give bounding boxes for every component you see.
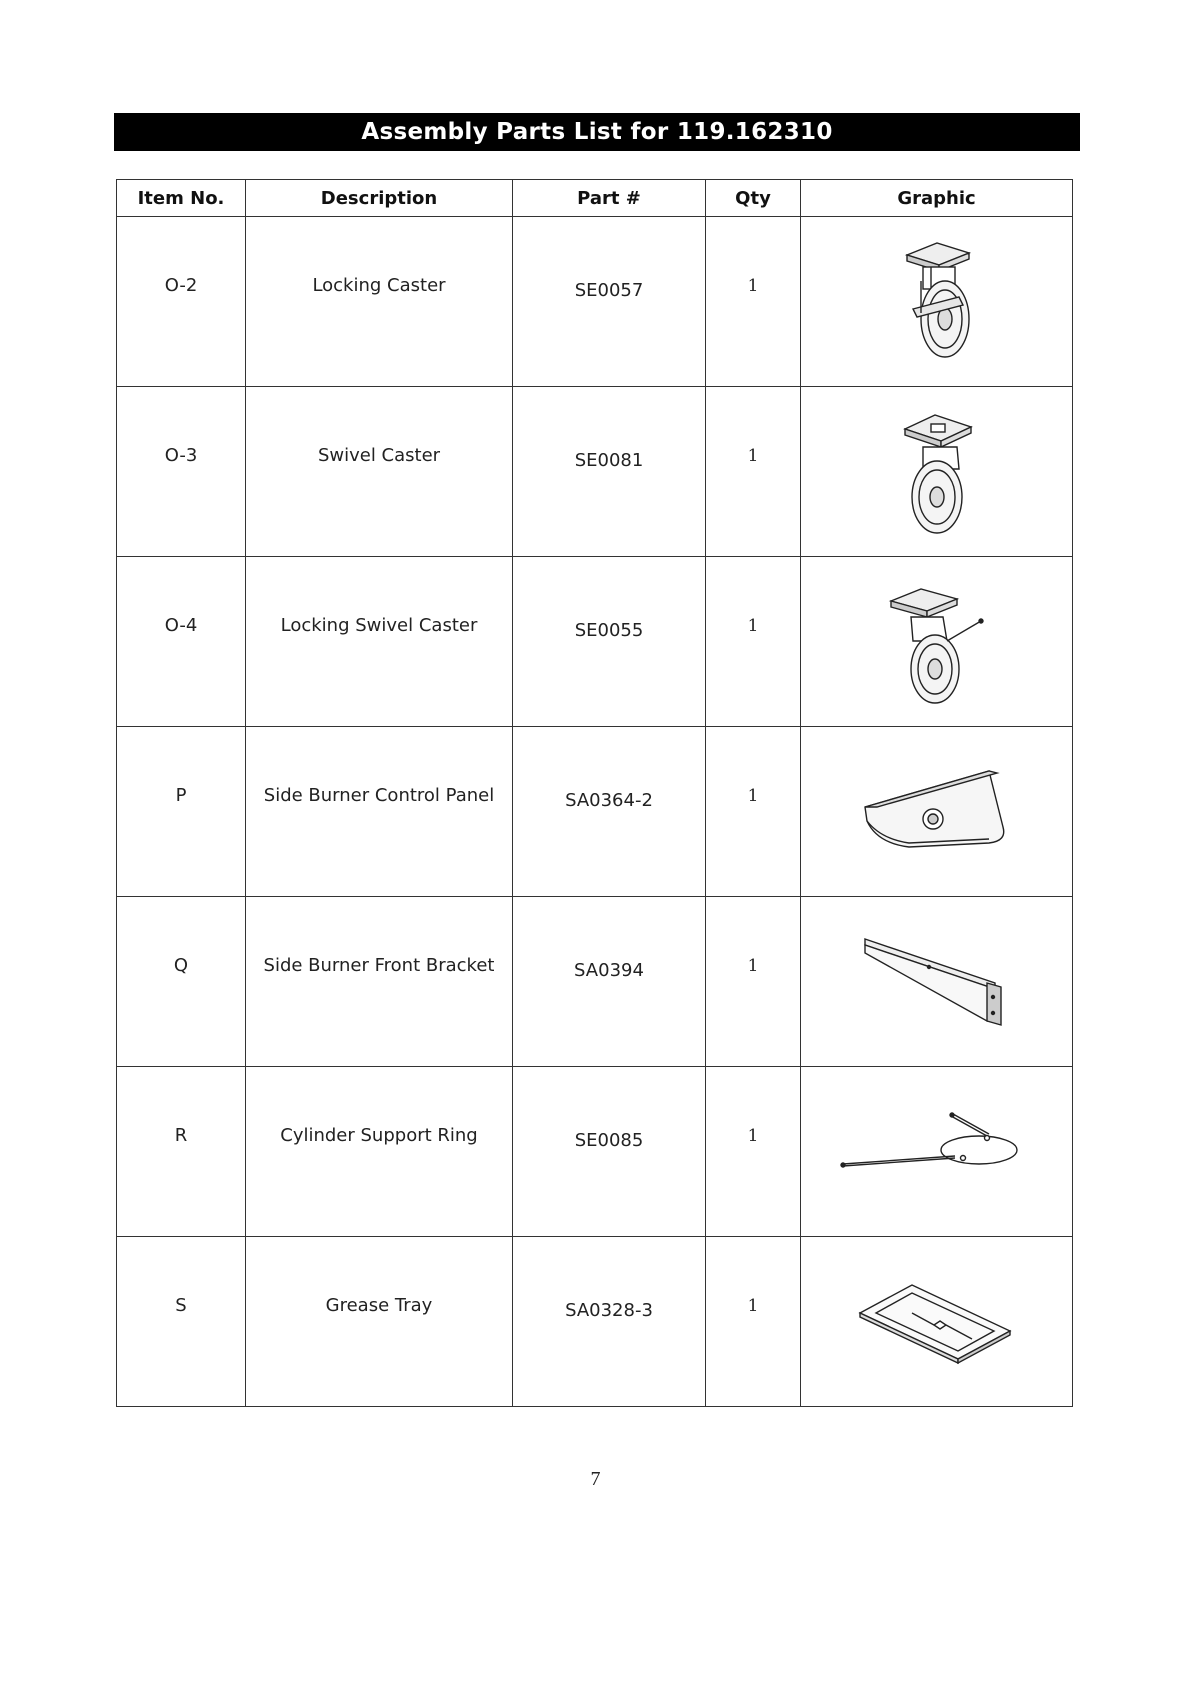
item-cell [117, 1237, 246, 1407]
description-cell [246, 217, 513, 387]
part-cell [513, 387, 706, 557]
grease-tray-icon [852, 1267, 1022, 1377]
description-cell [246, 897, 513, 1067]
table-row [117, 897, 1073, 1067]
graphic-cell [801, 387, 1073, 557]
graphic-cell [801, 557, 1073, 727]
part-cell [513, 1237, 706, 1407]
support-ring-icon [837, 1102, 1037, 1202]
item-number: Q [173, 955, 189, 976]
item-cell [117, 897, 246, 1067]
qty-cell [706, 727, 801, 897]
part-cell [513, 217, 706, 387]
column-header-qty: Qty [706, 180, 801, 217]
item-number: O-4 [164, 615, 198, 636]
item-number: P [175, 785, 187, 806]
description-cell [246, 1237, 513, 1407]
description-cell [246, 727, 513, 897]
quantity: 1 [747, 1296, 759, 1316]
table-row [117, 217, 1073, 387]
locking-caster-icon [877, 237, 997, 367]
qty-cell [706, 217, 801, 387]
item-cell [117, 217, 246, 387]
graphic-cell [801, 1067, 1073, 1237]
table-header-row [117, 180, 1073, 217]
part-number: SA0328-3 [565, 1300, 653, 1321]
table-row [117, 387, 1073, 557]
parts-table [116, 179, 1073, 1407]
item-number: O-2 [164, 275, 198, 296]
description-cell [246, 1067, 513, 1237]
page-title: Assembly Parts List for 119.162310 [114, 113, 1080, 151]
qty-cell [706, 1067, 801, 1237]
quantity: 1 [747, 956, 759, 976]
part-number: SE0085 [574, 1130, 644, 1151]
part-number: SE0057 [574, 280, 644, 301]
qty-cell [706, 557, 801, 727]
item-cell [117, 387, 246, 557]
page-number: 7 [590, 1468, 601, 1490]
locking-swivel-caster-icon [877, 577, 997, 707]
item-description: Side Burner Front Bracket [263, 955, 495, 976]
table-row [117, 1237, 1073, 1407]
part-cell [513, 727, 706, 897]
item-number: O-3 [164, 445, 198, 466]
quantity: 1 [747, 786, 759, 806]
graphic-cell [801, 727, 1073, 897]
qty-cell [706, 897, 801, 1067]
item-cell [117, 727, 246, 897]
part-number: SA0364-2 [565, 790, 653, 811]
table-row [117, 557, 1073, 727]
item-cell [117, 1067, 246, 1237]
description-cell [246, 557, 513, 727]
item-description: Grease Tray [325, 1295, 433, 1316]
item-description: Swivel Caster [317, 445, 441, 466]
part-number: SE0081 [574, 450, 644, 471]
item-description: Locking Caster [312, 275, 446, 296]
part-cell [513, 557, 706, 727]
item-description: Cylinder Support Ring [280, 1125, 478, 1146]
part-number: SE0055 [574, 620, 644, 641]
qty-cell [706, 1237, 801, 1407]
quantity: 1 [747, 276, 759, 296]
graphic-cell [801, 217, 1073, 387]
item-description: Locking Swivel Caster [280, 615, 478, 636]
table-row [117, 1067, 1073, 1237]
graphic-cell [801, 1237, 1073, 1407]
part-number: SA0394 [574, 960, 644, 981]
control-panel-icon [857, 757, 1017, 867]
graphic-cell [801, 897, 1073, 1067]
part-cell [513, 1067, 706, 1237]
description-cell [246, 387, 513, 557]
item-description: Side Burner Control Panel [263, 785, 495, 806]
column-header-item: Item No. [117, 180, 246, 217]
quantity: 1 [747, 446, 759, 466]
front-bracket-icon [857, 927, 1017, 1037]
item-cell [117, 557, 246, 727]
column-header-part: Part # [513, 180, 706, 217]
quantity: 1 [747, 616, 759, 636]
swivel-caster-icon [877, 407, 997, 537]
column-header-description: Description [246, 180, 513, 217]
item-number: S [175, 1295, 187, 1316]
item-number: R [174, 1125, 188, 1146]
qty-cell [706, 387, 801, 557]
part-cell [513, 897, 706, 1067]
table-row [117, 727, 1073, 897]
quantity: 1 [747, 1126, 759, 1146]
column-header-graphic: Graphic [801, 180, 1073, 217]
